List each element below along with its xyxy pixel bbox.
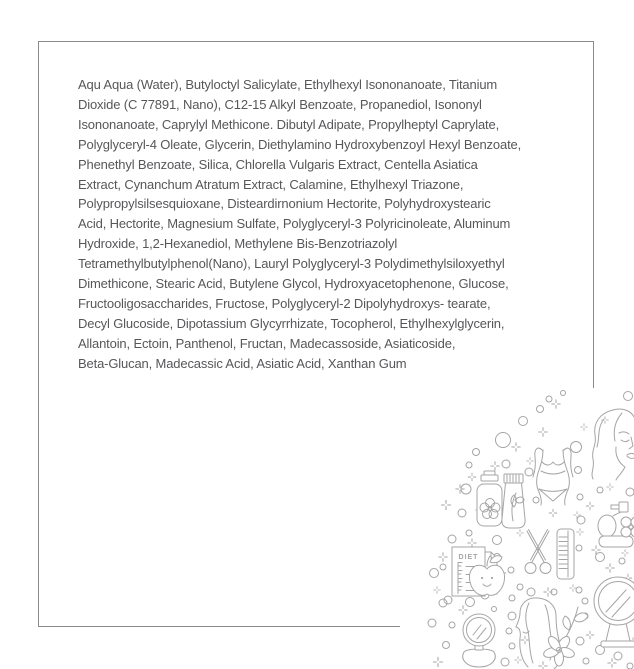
cosmetic-tube-icon: [502, 474, 525, 528]
compact-mirror-icon: [463, 614, 495, 667]
diet-label: DIET: [458, 554, 479, 561]
beauty-illustration: [400, 388, 634, 669]
comb-icon: [557, 529, 574, 579]
ingredients-text: Aqu Aqua (Water), Butyloctyl Salicylate, Ethylhexyl Isononanoate, Titanium Dioxide (C 77891, Nano), C12-15 Alkyl Benzoate, Propanediol, Isononyl Isononanoate, Caprylyl Methicone. Dibutyl Adipate, Propylheptyl Caprylate, Polyglyceryl-4 Oleate, Glycerin, Diethylamino Hydroxybenzoyl Hexyl Benzoate, Phenethyl Benzoate, Silica, Chlorella Vulgaris Extract, Centella Asiatica Extract, Cynanchum Atratum Extract, Calamine, Ethylhexyl Triazone, Polypropylsilsesquioxane, Disteardirnonium Hectorite, Polyhydroxystearic Acid, Hectorite, Magnesium Sulfate, Polyglyceryl-3 Polyricinoleate, Aluminum Hydroxide, 1,2-Hexanediol, Methylene Bis-Benzotriazolyl Tetramethylbutylphenol(Nano), Lauryl Polyglyceryl-3 Polydimethylsiloxyethyl Dimethicone, Stearic Acid, Butylene Glycol, Hydroxyacetophenone, Glucose, Fructooligosaccharides, Fructose, Polyglyceryl-2 Dipolyhydroxys- tearate, Decyl Glucoside, Dipotassium Glycyrrhizate, Tocopherol, Ethylhexylglycerin, Allantoin, Ectoin, Panthenol, Fructan, Madecassoside, Asiaticoside, Beta-Glucan, Madecassic Acid, Asiatic Acid, Xanthan Gum: [78, 77, 522, 371]
